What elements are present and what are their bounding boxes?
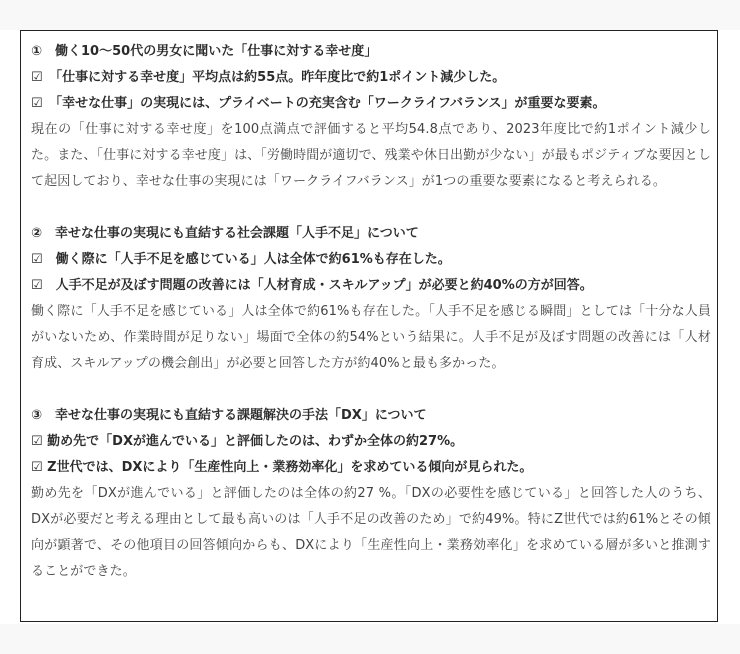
section-1-heading: ① 働く10〜50代の男女に聞いた「仕事に対する幸せ度」	[31, 44, 378, 59]
section-3-point-1: ☑ 勤め先で「DXが進んでいる」と評価したのは、わずか全体の約27%。	[31, 434, 464, 449]
section-2-point-2: ☑ 人手不足が及ぼす問題の改善には「人材育成・スキルアップ」が必要と約40%の方が回答。	[31, 278, 593, 293]
section-3-body: 勤め先を「DXが進んでいる」と評価したのは全体の約27 %。「DXの必要性を感じている」と回答した人のうち、DXが必要だと考える理由として最も高いのは「人手不足の改善のため」で約49%。特にZ世代では約61%とその傾向が顕著で、その他項目の回答傾向からも、DXにより「生産性向上・業務効率化」を求めている層が多いと推測することができた。	[31, 486, 711, 579]
section-3-point-2: ☑ Z世代では、DXにより「生産性向上・業務効率化」を求めている傾向が見られた。	[31, 460, 533, 475]
section-1-point-2: ☑ 「幸せな仕事」の実現には、プライベートの充実含む「ワークライフバランス」が重要な要素。	[31, 96, 606, 111]
section-1-point-1: ☑ 「仕事に対する幸せ度」平均点は約55点。昨年度比で約1ポイント減少した。	[31, 70, 506, 85]
section-2-point-1: ☑ 働く際に「人手不足を感じている」人は全体で約61%も存在した。	[31, 252, 451, 267]
section-3	[31, 403, 711, 585]
summary-content	[31, 39, 711, 585]
section-1-body: 現在の「仕事に対する幸せ度」を100点満点で評価すると平均54.8点であり、2023年度比で約1ポイント減少した。また、「仕事に対する幸せ度」は、「労働時間が適切で、残業や休日出勤が少ない」が最もポジティブな要因として起因しており、幸せな仕事の実現には「ワークライフバランス」が1つの重要な要素になると考えられる。	[31, 122, 712, 189]
section-spacer	[31, 195, 711, 221]
section-3-heading: ③ 幸せな仕事の実現にも直結する課題解決の手法「DX」について	[31, 408, 427, 423]
section-2	[31, 221, 711, 377]
section-1	[31, 39, 711, 195]
section-2-body: 働く際に「人手不足を感じている」人は全体で約61%も存在した。「人手不足を感じる瞬間」としては「十分な人員がいないため、作業時間が足りない」場面で全体の約54%という結果に。人手不足が及ぼす問題の改善には「人材育成、スキルアップの機会創出」が必要と回答した方が約40%と最も多かった。	[31, 304, 711, 371]
section-spacer	[31, 377, 711, 403]
section-2-heading: ② 幸せな仕事の実現にも直結する社会課題「人手不足」について	[31, 226, 419, 241]
